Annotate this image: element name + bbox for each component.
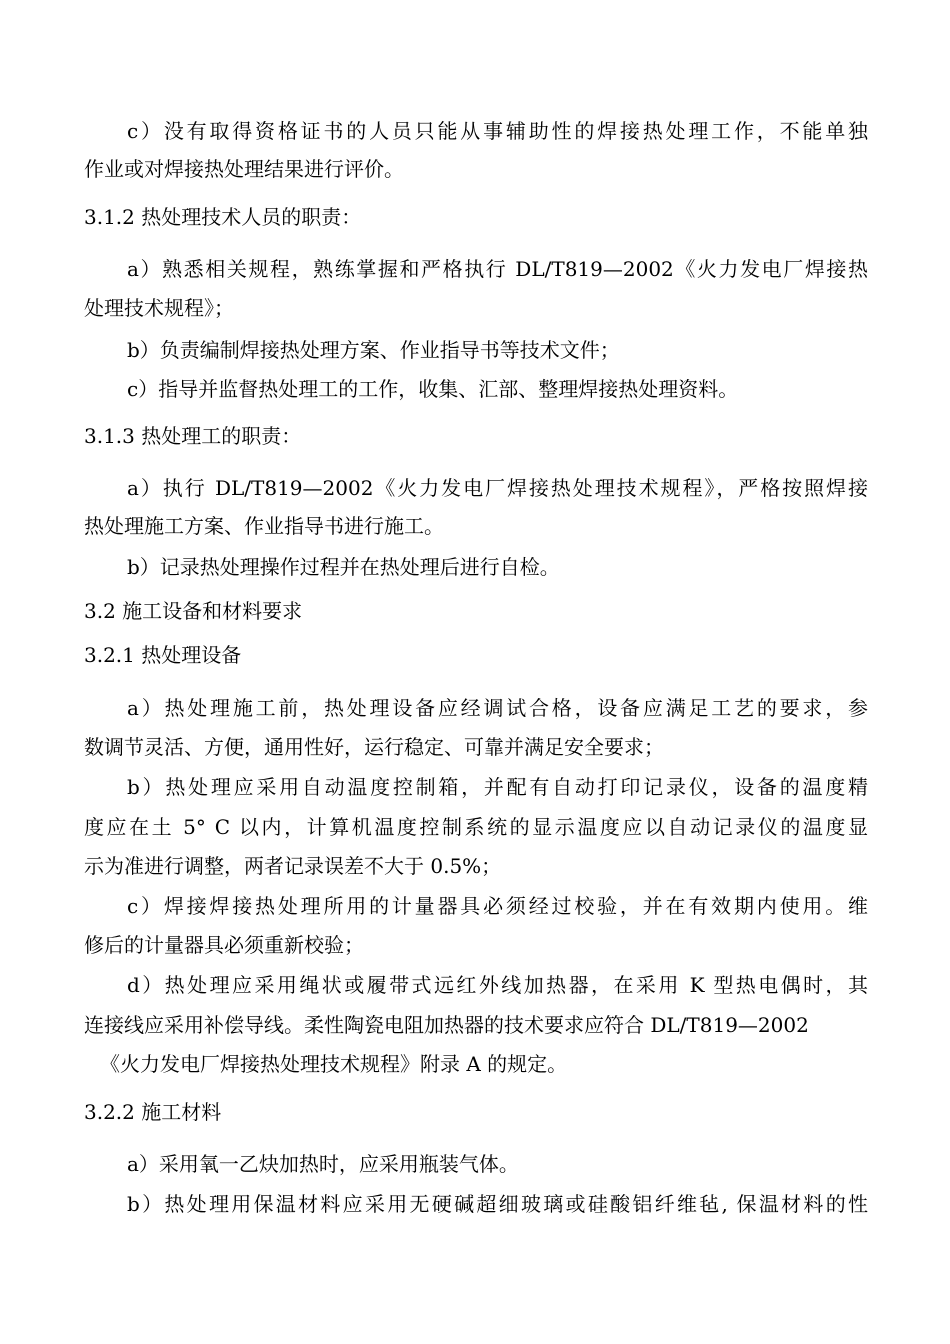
paragraph-line: 处理技术规程》； xyxy=(84,296,234,320)
paragraph-line: 热处理施工方案、作业指导书进行施工。 xyxy=(84,514,444,538)
paragraph-line: a）执行 DL/T819—2002《火力发电厂焊接热处理技术规程》，严格按照焊接 xyxy=(127,476,868,500)
section-heading-3-2: 3.2 施工设备和材料要求 xyxy=(84,599,303,623)
paragraph-line: a）采用氧一乙炔加热时，应采用瓶装气体。 xyxy=(127,1152,519,1176)
paragraph-line: b）热处理应采用自动温度控制箱，并配有自动打印记录仪，设备的温度精 xyxy=(127,775,868,799)
paragraph-line: a）熟悉相关规程，熟练掌握和严格执行 DL/T819—2002《火力发电厂焊接热 xyxy=(127,257,868,281)
paragraph-line: 数调节灵活、方便，通用性好，运行稳定、可靠并满足安全要求； xyxy=(84,735,664,759)
paragraph-line: a）热处理施工前，热处理设备应经调试合格，设备应满足工艺的要求，参 xyxy=(127,696,868,720)
paragraph-line: 示为准进行调整，两者记录误差不大于 0.5%； xyxy=(84,854,502,878)
section-heading-3-1-2: 3.1.2 热处理技术人员的职责： xyxy=(84,205,362,229)
paragraph-line: c）没有取得资格证书的人员只能从事辅助性的焊接热处理工作，不能单独 xyxy=(127,119,868,143)
paragraph-line: 《火力发电厂焊接热处理技术规程》附录 A 的规定。 xyxy=(100,1052,568,1076)
paragraph-line: 连接线应采用补偿导线。柔性陶瓷电阻加热器的技术要求应符合 DL/T819—2002 xyxy=(84,1013,809,1037)
section-heading-3-1-3: 3.1.3 热处理工的职责： xyxy=(84,424,302,448)
section-heading-3-2-1: 3.2.1 热处理设备 xyxy=(84,643,242,667)
paragraph-line: b）热处理用保温材料应采用无硬碱超细玻璃或硅酸铝纤维毡, 保温材料的性 xyxy=(127,1192,868,1216)
paragraph-line: c）指导并监督热处理工的工作，收集、汇部、整理焊接热处理资料。 xyxy=(127,377,739,401)
paragraph-line: b）记录热处理操作过程并在热处理后进行自检。 xyxy=(127,555,560,579)
paragraph-line: c）焊接焊接热处理所用的计量器具必须经过校验，并在有效期内使用。维 xyxy=(127,894,868,918)
paragraph-line: 修后的计量器具必须重新校验； xyxy=(84,933,364,957)
paragraph-line: b）负责编制焊接热处理方案、作业指导书等技术文件； xyxy=(127,338,620,362)
section-heading-3-2-2: 3.2.2 施工材料 xyxy=(84,1100,222,1124)
paragraph-line: d）热处理应采用绳状或履带式远红外线加热器，在采用 K 型热电偶时，其 xyxy=(127,973,868,997)
paragraph-line: 作业或对焊接热处理结果进行评价。 xyxy=(84,157,404,181)
paragraph-line: 度应在土 5° C 以内，计算机温度控制系统的显示温度应以自动记录仪的温度显 xyxy=(84,815,868,839)
